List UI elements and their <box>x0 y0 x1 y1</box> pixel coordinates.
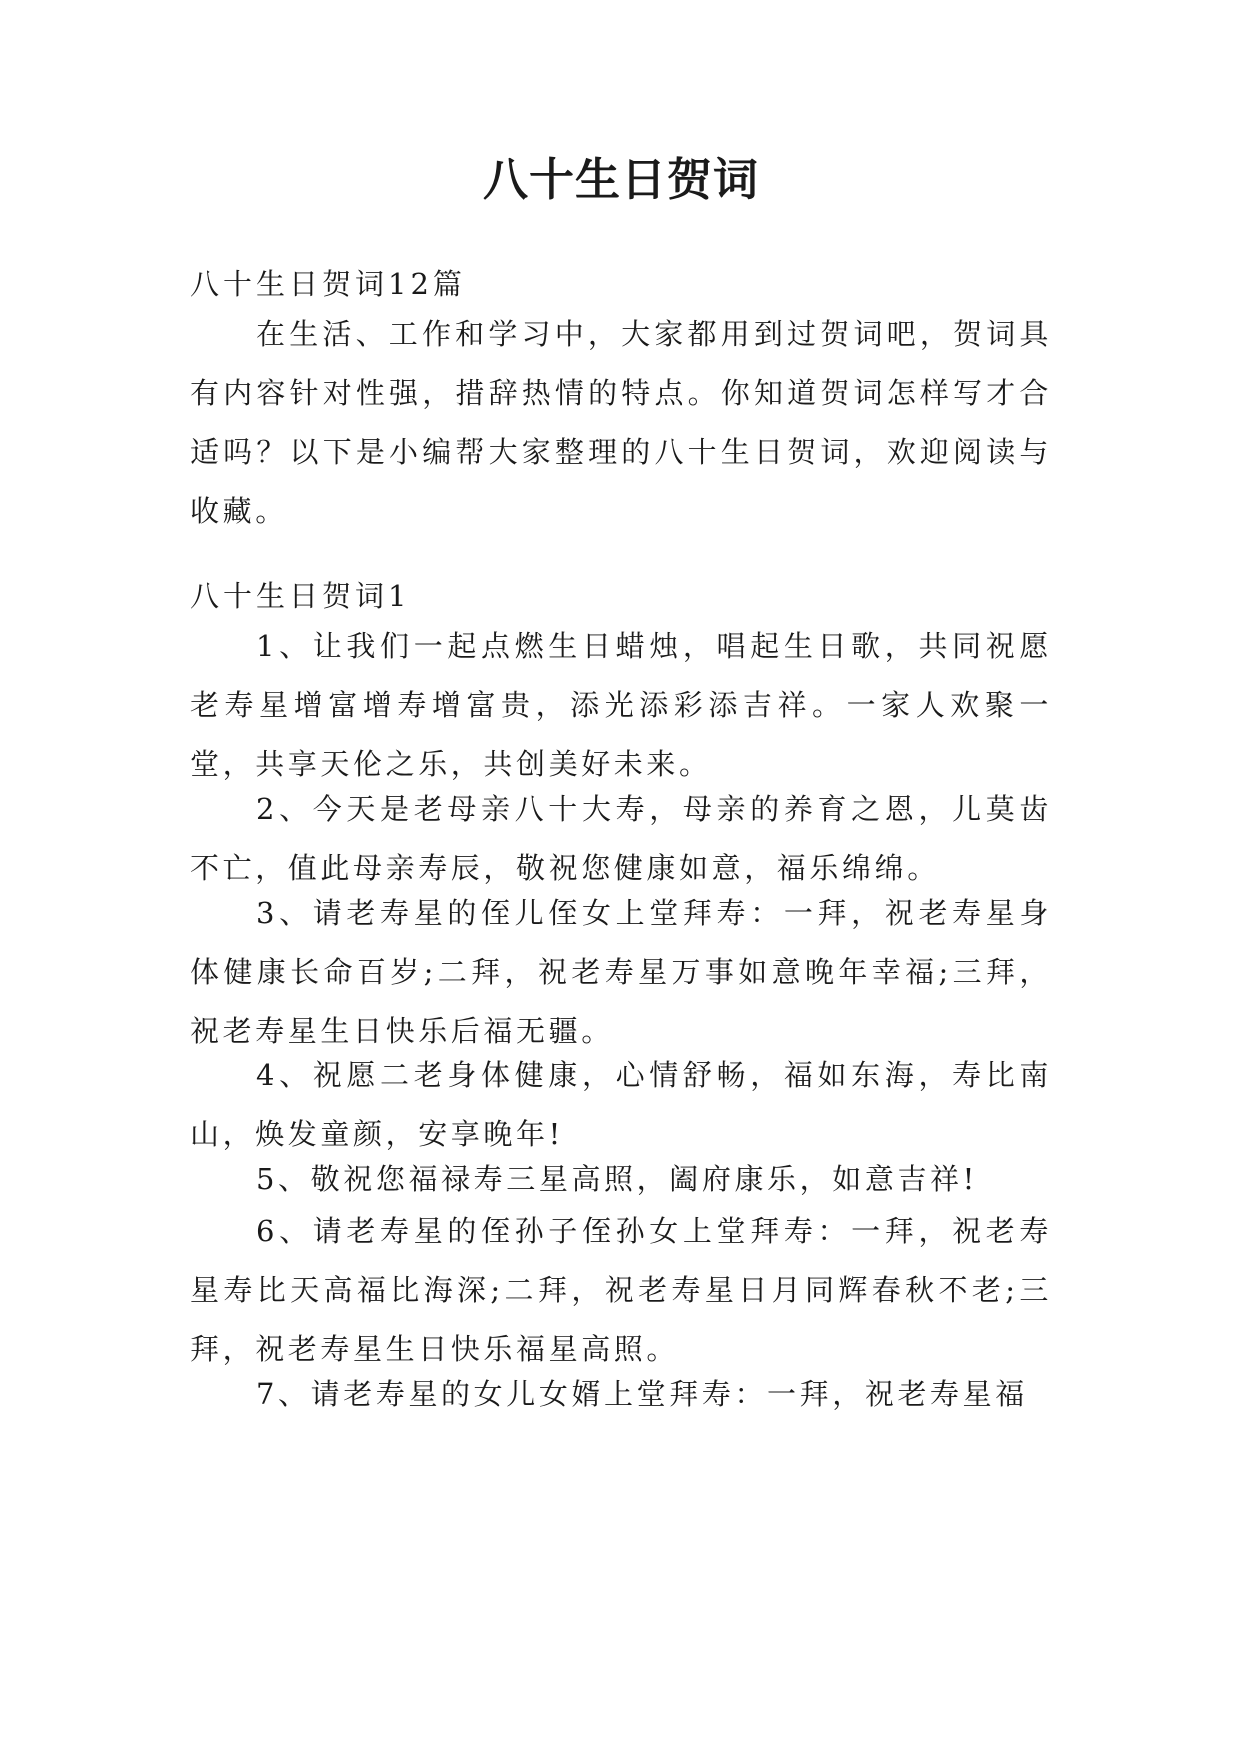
document-title: 八十生日贺词 <box>482 153 759 206</box>
wish-item-2: 2、今天是老母亲八十大寿，母亲的养育之恩，儿莫齿不亡，值此母亲寿辰，敬祝您健康如意，福乐绵绵。 <box>190 792 1052 885</box>
wish-item-1: 1、让我们一起点燃生日蜡烛，唱起生日歌，共同祝愿老寿星增富增寿增富贵，添光添彩添吉祥。一家人欢聚一堂，共享天伦之乐，共创美好未来。 <box>190 629 1052 781</box>
wish-item-3: 3、请老寿星的侄儿侄女上堂拜寿：一拜，祝老寿星身体健康长命百岁;二拜，祝老寿星万事如意晚年幸福;三拜，祝老寿星生日快乐后福无疆。 <box>190 896 1052 1048</box>
intro-paragraph: 在生活、工作和学习中，大家都用到过贺词吧，贺词具有内容针对性强，措辞热情的特点。你知道贺词怎样写才合适吗？以下是小编帮大家整理的八十生日贺词，欢迎阅读与收藏。 <box>190 317 1052 528</box>
wish-item-7: 7、请老寿星的女儿女婿上堂拜寿：一拜，祝老寿星福 <box>256 1377 1028 1411</box>
wish-item-5: 5、敬祝您福禄寿三星高照，阖府康乐，如意吉祥! <box>256 1162 978 1196</box>
section-heading: 八十生日贺词1 <box>190 579 411 613</box>
wish-item-6: 6、请老寿星的侄孙子侄孙女上堂拜寿：一拜，祝老寿星寿比天高福比海深;二拜，祝老寿星日月同辉春秋不老;三拜，祝老寿星生日快乐福星高照。 <box>190 1214 1052 1366</box>
document-subtitle: 八十生日贺词12篇 <box>190 267 466 301</box>
wish-item-4: 4、祝愿二老身体健康，心情舒畅，福如东海，寿比南山，焕发童颜，安享晚年! <box>190 1058 1052 1151</box>
